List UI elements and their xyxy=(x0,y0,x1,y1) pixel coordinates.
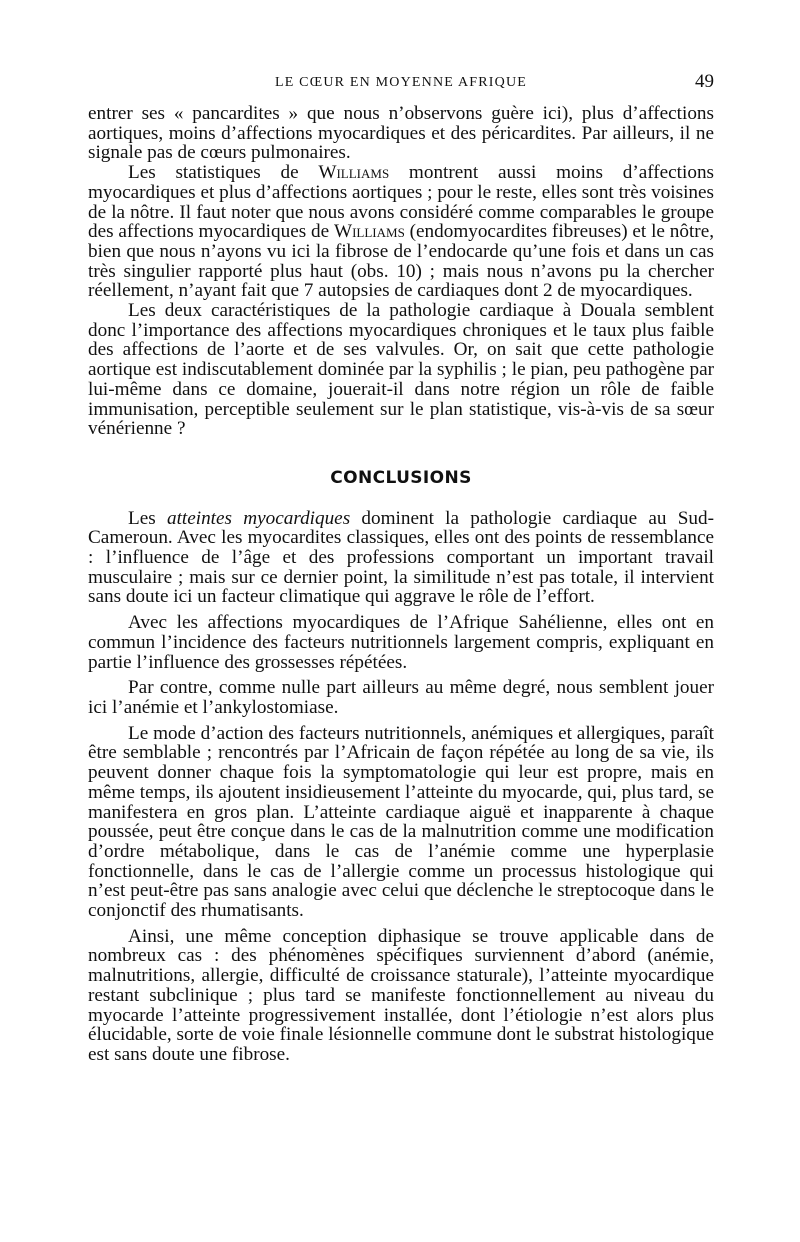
author-name-williams: Williams xyxy=(318,162,390,184)
paragraph-4-part-b: dominent la pathologie cardiaque au Sud-Cameroun. Avec les myocardites classiques, elles ont des points de ressemblance : l’influence de l’âge et des professions comportant un important travail musculaire ; mais sur ce dernier point, la similitude n’est pas totale, il intervient sans doute ici un facteur climatique qui aggrave le rôle de l’effort. xyxy=(88,507,714,608)
paragraph-2-part-b: montrent aussi moins d’affections myocardiques et plus d’affections aortiques ; pour le reste, elles sont très voisines de la nôtre. Il faut noter que nous avons considéré comme comparables le groupe des affections myocardiques de xyxy=(88,162,715,243)
page-header xyxy=(88,72,714,94)
paragraph-2 xyxy=(88,163,714,301)
paragraph-4-part-a: Les xyxy=(128,507,167,529)
paragraph-1: entrer ses « pancardites » que nous n’observons guère ici), plus d’affections aortiques, moins d’affections myocardiques et des péricardites. Par ailleurs, il ne signale pas de cœurs pulmonaires. xyxy=(88,103,714,164)
paragraph-5: Avec les affections myocardiques de l’Afrique Sahélienne, elles ont en commun l’incidence des facteurs nutritionnels largement compris, expliquant en partie l’influence des grossesses répétées. xyxy=(88,612,714,673)
paragraph-6: Par contre, comme nulle part ailleurs au même degré, nous semblent jouer ici l’anémie et l’ankylostomiase. xyxy=(88,677,714,718)
page-number: 49 xyxy=(695,71,714,92)
author-name-williams: Williams xyxy=(333,221,405,243)
paragraph-7: Le mode d’action des facteurs nutritionnels, anémiques et allergiques, paraît être semblable ; rencontrés par l’Africain de façon répétée au long de sa vie, ils peuvent donner chaque fois la symptomatologie qui leur est propre, mais en même temps, ils ajoutent insidieusement l’atteinte du myocarde, qui, plus tard, se manifestera en gros plan. L’atteinte cardiaque aiguë et inapparente à chaque poussée, peut être conçue dans le cas de la malnutrition comme une modification d’ordre métabolique, dans le cas de l’anémie comme une hyperplasie fonctionnelle, dans le cas de l’allergie comme un processus histologique qui n’est peut-être pas sans analogie avec celui que déclenche le streptocoque dans le conjonctif des rhumatisants. xyxy=(88,722,714,922)
paragraph-2-part-c: (endomyocardites fibreuses) et le nôtre, bien que nous n’ayons vu ici la fibrose de l’endocarde qu’une fois et dans un cas très singulier rapporté plus haut (obs. 10) ; mais nous n’avons pu la chercher réellement, n’ayant fait que 7 autopsies de cardiaques dont 2 de myocardiques. xyxy=(88,221,715,302)
paragraph-8: Ainsi, une même conception diphasique se trouve applicable dans de nombreux cas : des phénomènes spécifiques surviennent d’abord (anémie, malnutritions, allergie, difficulté de croissance staturale), l’atteinte myocardique restant subclinique ; plus tard se manifeste fonctionnellement au niveau du myocarde l’atteinte progressivement installée, dont l’étiologie n’est alors plus élucidable, sorte de voie finale lésionnelle commune dont le substrat histologique est sans doute une fibrose. xyxy=(88,925,714,1065)
section-heading-conclusions: CONCLUSIONS xyxy=(330,467,472,488)
running-title: LE CŒUR EN MOYENNE AFRIQUE xyxy=(274,75,528,90)
body-text xyxy=(88,104,714,1065)
paragraph-2-part-a: Les statistiques de xyxy=(128,162,319,184)
paragraph-4-italic-term: atteintes myocardiques xyxy=(166,507,351,529)
paragraph-4 xyxy=(88,509,714,608)
paragraph-3: Les deux caractéristiques de la pathologie cardiaque à Douala semblent donc l’importance des affections myocardiques chroniques et le taux plus faible des affections de l’aorte et de ses valvules. Or, on sait que cette pathologie aortique est indiscutablement dominée par la syphilis ; le pian, peu pathogène par lui-même dans ce domaine, jouerait-il dans notre région un rôle de faible immunisation, perceptible seulement sur le plan statistique, vis-à-vis de sa sœur vénérienne ? xyxy=(88,300,714,440)
